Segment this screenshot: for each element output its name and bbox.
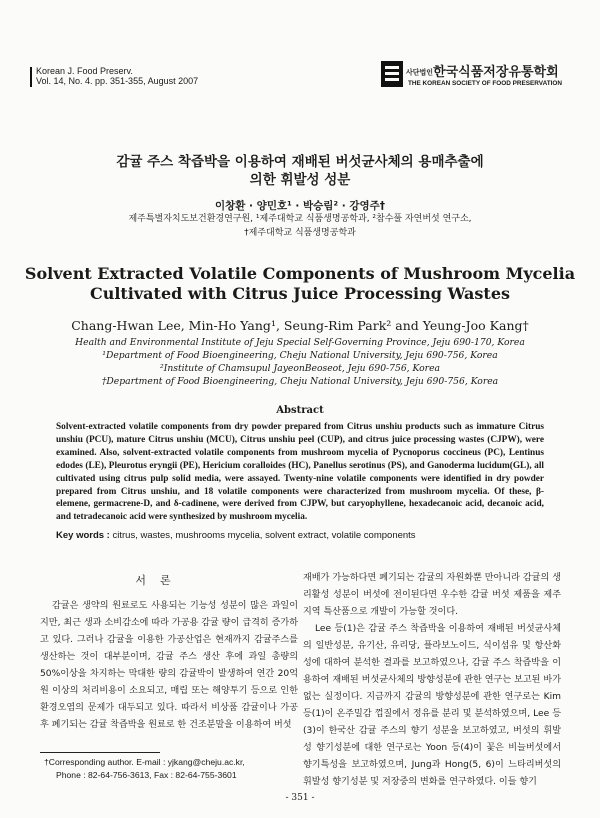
abstract-body: Solvent-extracted volatile components from dry powder prepared from Citrus unshiu products such as immature Citrus unshiu (PCU), mature Citrus unshiu (MCU), Citrus unshiu peel (CUP), and citrus juice processing wastes (CJPW), were examined. Also, solvent-extracted volatile components from mushroom mycelia of Pycnoporus coccineus (PC), Lentinus edodes (LE), Pleurotus eryngii (PE), Hericium coralloides (HC), Panellus serotinus (PS), and Ganoderma lucidum(GL), all cultivated using citrus pulp solid media, were assayed. Twenty-nine volatile components were identified in dry powder prepared from Citrus unshiu, and 18 volatile components were characterized from mushroom mycelia. Of these, β-elemene, germacrene-D, and δ-cadinene, were derived from CJPW, but caryophyllene, hexadecanoic acid, decanoic acid, and tetradecanoic acid were synthesized by mushroom mycelia. [56, 422, 544, 523]
journal-citation [36, 66, 198, 86]
footnote-correspondence: †Corresponding author. E-mail : yjkang@cheju.ac.kr, [44, 757, 245, 767]
left-paragraph: 감귤은 생약의 원료로도 사용되는 기능성 성분이 많은 과일이지만, 최근 생과 소비감소에 따라 가공용 감귤 량이 급격히 증가하고 있다. 그러나 감귤을 이용한 가공산업은 현재까지 감귤주스를 생산하는 것이 대부분이며, 감귤 주스 생산 후에 과일 총량의 50%이상을 차지하는 막대한 량의 감귤박이 발생하여 연간 20억 원 이상의 처리비용이 소요되고, 매립 또는 해양투기 등으로 인한 환경오염의 문제가 대두되고 있다. 따라서 비상품 감귤이나 가공 후 폐기되는 감귤 착즙박을 원료로 한 건조분말을 이용하여 버섯 [40, 601, 298, 730]
english-title-line1: Solvent Extracted Volatile Components of Mushroom Mycelia [24, 264, 576, 283]
english-affiliation-3: ²Institute of Chamsupul JayeonBeoseot, Jeju 690-756, Korea [160, 363, 440, 374]
korean-affiliation-2: †제주대학교 식품생명공학과 [244, 228, 356, 238]
journal-name: Korean J. Food Preserv. [36, 66, 133, 76]
society-korean-label: 한국식품저장유통학회 [433, 65, 559, 80]
right-paragraph-2: Lee 등(1)은 감귤 주스 착즙박을 이용하여 재배된 버섯균사체의 일반성분, 유기산, 유리당, 플라보노이드, 식이섬유 및 항산화성에 대하여 분석한 결과를 보고하였으나, 감귤 주스 착즙박을 이용하여 재배된 버섯균사체의 방향성분에 관한 연구는 보고된 바가 없는 실정이다. 지금까지 감귤의 방향성분에 관한 연구로는 Kim 등(1)이 온주밀감 껍질에서 정유를 분리 및 분석하였으며, Lee 등(3)이 한국산 감귤 주스의 향기 성분을 보고하였고, 버섯의 휘발성 향기성분에 대한 연구로는 Yoon 등(4)이 꽃은 비늘버섯에서 향기특성을 보고하였으며, Jung과 Hong(5, 6)이 느타리버섯의 휘발성 향기성분 및 저장중의 변화를 연구하였다. 이들 향기 [303, 624, 561, 787]
english-affiliation-2: ¹Department of Food Bioengineering, Cheju National University, Jeju 690-756, Korea [102, 350, 498, 361]
english-title [20, 264, 580, 304]
footnote [44, 756, 245, 782]
keywords-text: citrus, wastes, mushrooms mycelia, solvent extract, volatile components [112, 530, 416, 541]
korean-title-line1: 감귤 주스 착즙박을 이용하여 재배된 버섯균사체의 용매추출에 [116, 154, 484, 170]
footnote-contact: Phone : 82-64-756-3613, Fax : 82-64-755-3601 [56, 770, 237, 780]
society-korean-name [406, 61, 559, 80]
footnote-rule [40, 752, 160, 753]
english-authors: Chang-Hwan Lee, Min-Ho Yang¹, Seung-Rim Park² and Yeung-Joo Kang† [71, 318, 529, 333]
abstract-heading: Abstract [276, 405, 324, 416]
korean-authors: 이창환 · 양민호¹ · 박승림² · 강영주† [214, 200, 386, 212]
english-affiliation-1: Health and Environmental Institute of Jeju Special Self-Governing Province, Jeju 690-170, Korea [75, 337, 525, 348]
body-left-column [40, 598, 298, 734]
english-affiliation-4: †Department of Food Bioengineering, Cheju National University, Jeju 690-756, Korea [101, 376, 499, 387]
keywords [56, 530, 416, 541]
society-small-label: 사단법인 [406, 68, 434, 77]
korean-title-line2: 의한 휘발성 성분 [249, 172, 351, 188]
society-logo [380, 58, 576, 94]
page-number: - 351 - [285, 793, 315, 803]
section-heading-introduction: 서론 [135, 574, 185, 587]
journal-volume: Vol. 14, No. 4. pp. 351-355, August 2007 [36, 76, 199, 86]
keywords-label: Key words : [56, 530, 110, 541]
body-right-column [303, 570, 561, 791]
korean-affiliation-1: 제주특별자치도보건환경연구원, ¹제주대학교 식품생명공학과, ²참수풀 자연버섯 연구소, [128, 214, 472, 224]
right-paragraph-1: 재배가 가능하다면 폐기되는 감귤의 자원화뿐 만아니라 감귤의 생리활성 성분이 버섯에 전이된다면 우수한 감귤 버섯 제품을 제주지역 특산품으로 개발이 가능할 것이다. [303, 573, 561, 617]
english-title-line2: Cultivated with Citrus Juice Processing Wastes [89, 284, 511, 303]
society-emblem-icon [380, 60, 404, 88]
society-english-name: THE KOREAN SOCIETY OF FOOD PRESERVATION [408, 80, 562, 87]
citation-bar [30, 67, 32, 87]
